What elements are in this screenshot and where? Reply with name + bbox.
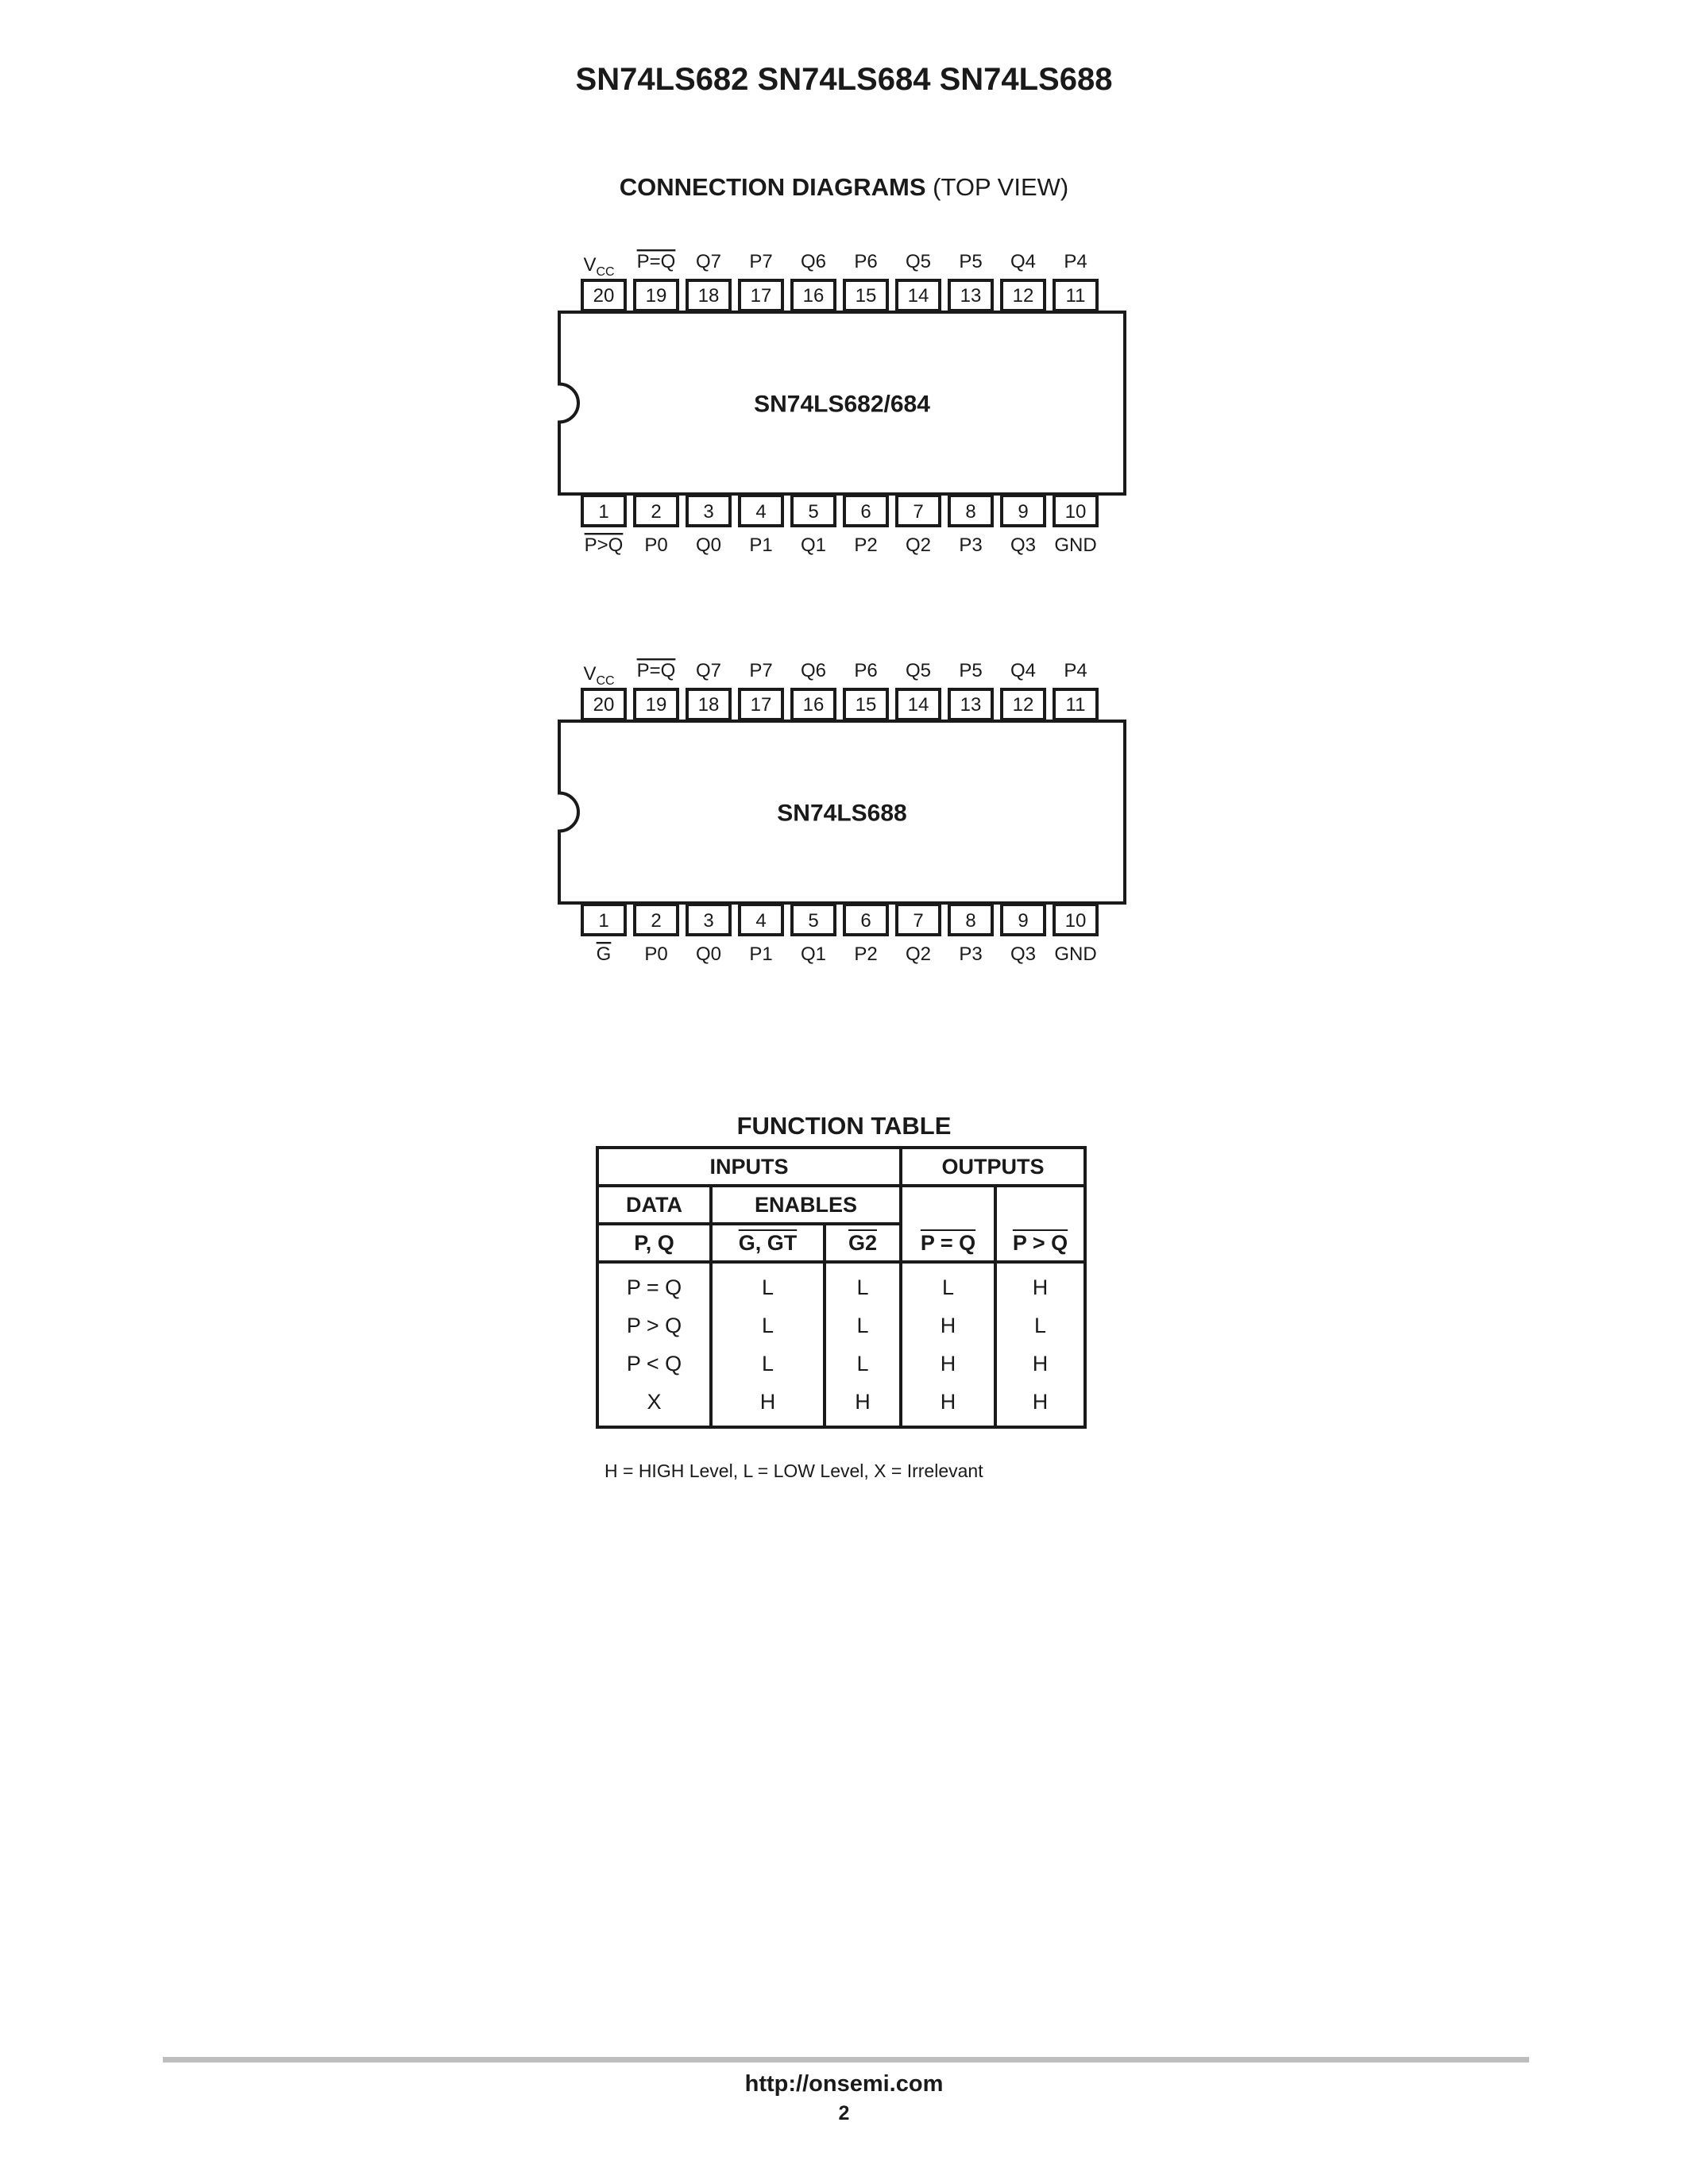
- table-cell: P > Q: [597, 1306, 711, 1345]
- pin-label: P0: [644, 943, 668, 965]
- page-number: 2: [838, 2102, 850, 2124]
- table-row: [597, 1345, 1085, 1383]
- pin-number: 15: [855, 694, 877, 716]
- table-cell: H: [711, 1383, 825, 1427]
- pin-number: 18: [697, 285, 720, 307]
- pin-label: Q5: [905, 251, 932, 272]
- table-cell: H: [825, 1383, 901, 1427]
- pin-number: 3: [703, 910, 714, 932]
- pin-number: 20: [593, 285, 615, 307]
- g-gt-header: [711, 1224, 825, 1262]
- pin-number: 11: [1065, 285, 1086, 307]
- pin-label: P1: [749, 943, 773, 965]
- pin-number: 20: [593, 694, 615, 716]
- data-header: DATA: [597, 1186, 711, 1224]
- pin-label: Q7: [695, 660, 722, 681]
- pin-label: Q0: [695, 943, 722, 965]
- function-table: [596, 1146, 1087, 1429]
- inputs-header: INPUTS: [597, 1148, 901, 1186]
- table-cell: H: [901, 1383, 995, 1427]
- pin-label: P6: [854, 251, 878, 272]
- pin-label-vcc: $V_{CC}$: [583, 254, 615, 279]
- table-row: [597, 1383, 1085, 1427]
- pin-label: GND: [1054, 534, 1097, 556]
- pin-label: P2: [854, 534, 878, 556]
- table-cell: H: [995, 1345, 1085, 1383]
- pin-label: P1: [749, 534, 773, 556]
- pin-label: Q7: [695, 251, 722, 272]
- pin-number: 19: [645, 694, 667, 716]
- pin-number: 5: [808, 501, 819, 523]
- pin-label: Q2: [905, 534, 932, 556]
- pin-number: 4: [755, 910, 767, 932]
- pin-number: 19: [645, 285, 667, 307]
- pin-number: 11: [1065, 694, 1086, 716]
- function-table-header-row-1: [597, 1148, 1085, 1186]
- pin-number: 6: [860, 501, 871, 523]
- pin-label: P0: [644, 534, 668, 556]
- pin-number: 8: [965, 501, 976, 523]
- pin-number: 7: [913, 910, 924, 932]
- pin-label: Q4: [1010, 660, 1037, 681]
- table-cell: L: [711, 1345, 825, 1383]
- enables-header: ENABLES: [711, 1186, 901, 1224]
- pin-number: 1: [598, 501, 609, 523]
- table-cell: H: [995, 1383, 1085, 1427]
- pin-number: 12: [1012, 285, 1034, 307]
- pin-label: Q3: [1010, 534, 1037, 556]
- pin-label: Q6: [800, 251, 827, 272]
- chip-name: SN74LS688: [777, 800, 907, 827]
- table-cell: L: [825, 1262, 901, 1306]
- pin-number: 8: [965, 910, 976, 932]
- pin-label: G: [596, 943, 612, 965]
- table-cell: H: [901, 1345, 995, 1383]
- pin-label: P=Q: [636, 251, 676, 272]
- pin-label: P3: [959, 943, 983, 965]
- pin-number: 15: [855, 285, 877, 307]
- table-cell: L: [901, 1262, 995, 1306]
- pin-label: P5: [959, 660, 983, 681]
- g-gt-label: G, GT: [738, 1230, 798, 1255]
- pin-label: Q1: [800, 943, 827, 965]
- pin-label: P2: [854, 943, 878, 965]
- pin-label: P3: [959, 534, 983, 556]
- pin-label: P7: [749, 251, 773, 272]
- pin-label: GND: [1054, 943, 1097, 965]
- pq-header: P, Q: [597, 1224, 711, 1262]
- pin-number: 18: [697, 694, 720, 716]
- table-cell: P = Q: [597, 1262, 711, 1306]
- function-table-note: H = HIGH Level, L = LOW Level, X = Irrelevant: [605, 1461, 983, 1481]
- pin-number: 13: [960, 285, 982, 307]
- pin-label: P4: [1064, 251, 1087, 272]
- pin-number: 13: [960, 694, 982, 716]
- pin-label: Q3: [1010, 943, 1037, 965]
- pin-number: 9: [1018, 910, 1029, 932]
- pin-label: P>Q: [584, 534, 624, 556]
- pin-number: 14: [907, 285, 929, 307]
- function-table-header-row-2: [597, 1186, 1085, 1224]
- pin-number: 1: [598, 910, 609, 932]
- pin-number: 3: [703, 501, 714, 523]
- table-cell: H: [901, 1306, 995, 1345]
- output-gt-header: [995, 1186, 1085, 1262]
- pin-number: 17: [750, 694, 772, 716]
- output-eq-label: P = Q: [920, 1231, 976, 1255]
- outputs-header: OUTPUTS: [901, 1148, 1085, 1186]
- table-cell: H: [995, 1262, 1085, 1306]
- table-cell: L: [995, 1306, 1085, 1345]
- table-cell: L: [711, 1262, 825, 1306]
- pin-number: 4: [755, 501, 767, 523]
- pin-number: 5: [808, 910, 819, 932]
- pin-number: 17: [750, 285, 772, 307]
- connection-diagrams: [0, 0, 1688, 993]
- pin-label: Q5: [905, 660, 932, 681]
- pin-label-vcc: $V_{CC}$: [583, 663, 615, 688]
- pin-label: Q2: [905, 943, 932, 965]
- table-row: [597, 1306, 1085, 1345]
- pin-number: 2: [651, 910, 662, 932]
- pin-label: P4: [1064, 660, 1087, 681]
- output-eq-header: [901, 1186, 995, 1262]
- pin-label: Q4: [1010, 251, 1037, 272]
- pin-number: 16: [802, 285, 825, 307]
- pin-number: 7: [913, 501, 924, 523]
- pin-number: 2: [651, 501, 662, 523]
- footer-divider: [163, 2057, 1529, 2062]
- pin-number: 10: [1064, 501, 1087, 523]
- g2-header: [825, 1224, 901, 1262]
- g2-label: G2: [848, 1230, 878, 1255]
- table-cell: L: [711, 1306, 825, 1345]
- connection-diagrams-title-rest: (TOP VIEW): [925, 173, 1069, 201]
- footer-url: http://onsemi.com: [744, 2071, 944, 2097]
- pin-label: Q6: [800, 660, 827, 681]
- pin-label: P7: [749, 660, 773, 681]
- pin-number: 12: [1012, 694, 1034, 716]
- connection-diagrams-title-bold: CONNECTION DIAGRAMS: [619, 173, 926, 201]
- table-row: [597, 1262, 1085, 1306]
- pin-label: P5: [959, 251, 983, 272]
- pin-number: 14: [907, 694, 929, 716]
- function-table-title: FUNCTION TABLE: [736, 1112, 952, 1140]
- table-cell: P < Q: [597, 1345, 711, 1383]
- table-cell: L: [825, 1306, 901, 1345]
- page-title: SN74LS682 SN74LS684 SN74LS688: [575, 62, 1113, 97]
- pin-number: 16: [802, 694, 825, 716]
- pin-number: 9: [1018, 501, 1029, 523]
- pin-label: Q1: [800, 534, 827, 556]
- chip-name: SN74LS682/684: [754, 391, 930, 418]
- pin-label: P6: [854, 660, 878, 681]
- pin-number: 6: [860, 910, 871, 932]
- table-cell: X: [597, 1383, 711, 1427]
- output-gt-label: P > Q: [1012, 1231, 1068, 1255]
- pin-label: P=Q: [636, 660, 676, 681]
- pin-number: 10: [1064, 910, 1087, 932]
- table-cell: L: [825, 1345, 901, 1383]
- pin-label: Q0: [695, 534, 722, 556]
